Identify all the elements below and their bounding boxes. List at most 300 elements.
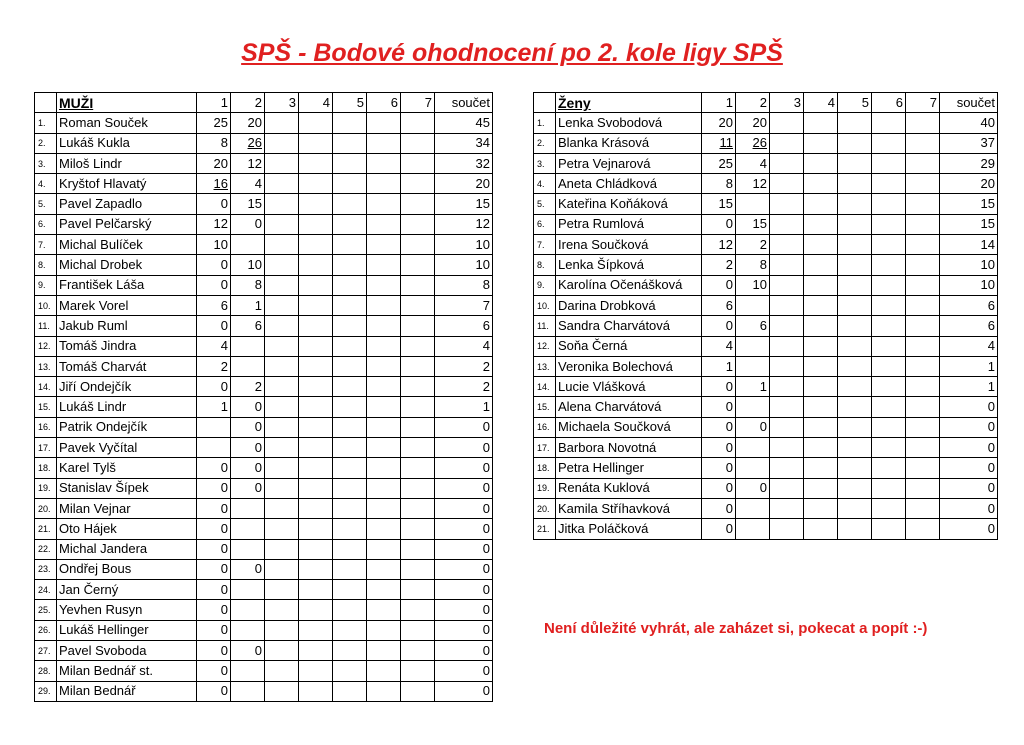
round-2-score (231, 620, 265, 640)
round-7-score (401, 580, 435, 600)
table-row (534, 438, 998, 458)
round-7-score (906, 153, 940, 173)
table-row (35, 559, 493, 579)
round-1-score: 0 (197, 681, 231, 701)
rank-cell: 19. (534, 478, 556, 498)
round-4-score (804, 113, 838, 133)
round-4-score (299, 113, 333, 133)
player-name: Milan Vejnar (57, 498, 197, 518)
round-3-score (265, 559, 299, 579)
round-6-score (367, 498, 401, 518)
round-1-score: 0 (702, 397, 736, 417)
round-6-score (367, 661, 401, 681)
player-name: Jakub Ruml (57, 316, 197, 336)
total-score: 0 (435, 539, 493, 559)
player-name: Ondřej Bous (57, 559, 197, 579)
total-score: 0 (435, 498, 493, 518)
round-7-score (906, 214, 940, 234)
player-name: Kryštof Hlavatý (57, 174, 197, 194)
rank-cell: 2. (534, 133, 556, 153)
round-4-score (804, 316, 838, 336)
total-score: 15 (940, 194, 998, 214)
round-5-score (838, 153, 872, 173)
round-2-score: 0 (231, 641, 265, 661)
round-5-score (838, 194, 872, 214)
player-name: Renáta Kuklová (556, 478, 702, 498)
round-6-score (872, 214, 906, 234)
round-4-score (299, 255, 333, 275)
round-6-score (367, 458, 401, 478)
round-1-score (197, 438, 231, 458)
table-row (534, 255, 998, 275)
total-score: 0 (940, 417, 998, 437)
player-name: Michal Bulíček (57, 235, 197, 255)
round-1-score: 20 (702, 113, 736, 133)
round-header-2: 2 (231, 93, 265, 113)
round-2-score: 1 (231, 295, 265, 315)
round-2-score: 26 (736, 133, 770, 153)
round-1-score: 0 (197, 559, 231, 579)
round-2-score (736, 397, 770, 417)
total-score: 32 (435, 153, 493, 173)
player-name: Miloš Lindr (57, 153, 197, 173)
rank-cell: 24. (35, 580, 57, 600)
round-7-score (906, 174, 940, 194)
round-1-score: 16 (197, 174, 231, 194)
round-7-score (401, 214, 435, 234)
round-1-score: 0 (197, 600, 231, 620)
round-4-score (299, 600, 333, 620)
round-6-score (367, 641, 401, 661)
round-4-score (804, 336, 838, 356)
round-5-score (838, 417, 872, 437)
round-6-score (367, 275, 401, 295)
total-score: 10 (435, 255, 493, 275)
total-score: 0 (435, 478, 493, 498)
round-2-score: 0 (231, 458, 265, 478)
round-3-score (265, 316, 299, 336)
total-score: 4 (435, 336, 493, 356)
round-3-score (770, 356, 804, 376)
round-5-score (838, 255, 872, 275)
round-3-score (265, 519, 299, 539)
player-name: Jan Černý (57, 580, 197, 600)
round-4-score (804, 478, 838, 498)
round-5-score (333, 316, 367, 336)
round-6-score (367, 397, 401, 417)
round-2-score: 0 (231, 214, 265, 234)
rank-cell: 22. (35, 539, 57, 559)
table-row (35, 356, 493, 376)
round-4-score (804, 153, 838, 173)
total-score: 0 (435, 681, 493, 701)
round-5-score (838, 336, 872, 356)
round-4-score (299, 417, 333, 437)
round-6-score (872, 397, 906, 417)
round-2-score: 4 (231, 174, 265, 194)
table-row (534, 356, 998, 376)
round-6-score (872, 194, 906, 214)
round-2-score: 0 (736, 417, 770, 437)
round-7-score (906, 438, 940, 458)
total-score: 0 (435, 458, 493, 478)
table-row (534, 377, 998, 397)
rank-cell: 8. (534, 255, 556, 275)
round-5-score (838, 478, 872, 498)
player-name: Marek Vorel (57, 295, 197, 315)
round-3-score (265, 498, 299, 518)
round-3-score (265, 478, 299, 498)
player-name: Lukáš Kukla (57, 133, 197, 153)
table-row (35, 336, 493, 356)
round-2-score: 8 (736, 255, 770, 275)
round-1-score: 0 (197, 478, 231, 498)
round-2-score (736, 356, 770, 376)
round-4-score (299, 681, 333, 701)
round-1-score: 11 (702, 133, 736, 153)
total-score: 0 (940, 498, 998, 518)
rank-cell: 7. (534, 235, 556, 255)
round-4-score (299, 498, 333, 518)
round-header-4: 4 (299, 93, 333, 113)
header-blank-cell (35, 93, 57, 113)
round-5-score (838, 214, 872, 234)
player-name: Pavel Zapadlo (57, 194, 197, 214)
round-1-score: 1 (197, 397, 231, 417)
round-5-score (333, 661, 367, 681)
round-3-score (770, 133, 804, 153)
round-4-score (299, 519, 333, 539)
rank-cell: 9. (35, 275, 57, 295)
total-score: 40 (940, 113, 998, 133)
round-6-score (872, 356, 906, 376)
round-1-score: 0 (702, 519, 736, 539)
total-score: 2 (435, 356, 493, 376)
player-name: Veronika Bolechová (556, 356, 702, 376)
round-7-score (401, 641, 435, 661)
round-3-score (770, 295, 804, 315)
player-name: Lenka Svobodová (556, 113, 702, 133)
round-3-score (770, 235, 804, 255)
round-5-score (333, 559, 367, 579)
rank-cell: 25. (35, 600, 57, 620)
player-name: Jiří Ondejčík (57, 377, 197, 397)
table-row (35, 681, 493, 701)
round-5-score (838, 113, 872, 133)
round-4-score (299, 397, 333, 417)
table-row (35, 153, 493, 173)
round-4-score (299, 235, 333, 255)
round-1-score: 20 (197, 153, 231, 173)
total-score: 0 (435, 519, 493, 539)
men-header-row (35, 93, 493, 113)
rank-cell: 2. (35, 133, 57, 153)
round-7-score (401, 316, 435, 336)
round-header-3: 3 (770, 93, 804, 113)
player-name: Soňa Černá (556, 336, 702, 356)
round-7-score (401, 458, 435, 478)
round-7-score (401, 661, 435, 681)
women-header-row (534, 93, 998, 113)
player-name: Darina Drobková (556, 295, 702, 315)
round-4-score (804, 417, 838, 437)
round-1-score: 0 (702, 458, 736, 478)
round-2-score: 8 (231, 275, 265, 295)
round-2-score: 20 (736, 113, 770, 133)
rank-cell: 11. (534, 316, 556, 336)
round-3-score (265, 235, 299, 255)
round-7-score (906, 336, 940, 356)
round-1-score: 25 (702, 153, 736, 173)
round-6-score (367, 539, 401, 559)
round-4-score (299, 356, 333, 376)
round-3-score (265, 539, 299, 559)
player-name: Tomáš Charvát (57, 356, 197, 376)
round-1-score: 15 (702, 194, 736, 214)
round-2-score (231, 356, 265, 376)
total-score: 1 (940, 377, 998, 397)
rank-cell: 18. (534, 458, 556, 478)
round-5-score (333, 153, 367, 173)
round-6-score (872, 519, 906, 539)
round-5-score (333, 641, 367, 661)
table-row (534, 498, 998, 518)
round-6-score (367, 255, 401, 275)
round-4-score (299, 133, 333, 153)
total-score: 0 (940, 458, 998, 478)
rank-cell: 4. (35, 174, 57, 194)
round-2-score (231, 336, 265, 356)
rank-cell: 12. (534, 336, 556, 356)
round-3-score (265, 174, 299, 194)
round-4-score (299, 641, 333, 661)
total-score: 4 (940, 336, 998, 356)
round-7-score (401, 681, 435, 701)
round-7-score (906, 498, 940, 518)
player-name: Karolína Očenášková (556, 275, 702, 295)
player-name: Lukáš Lindr (57, 397, 197, 417)
round-1-score: 0 (197, 458, 231, 478)
round-6-score (367, 681, 401, 701)
round-3-score (265, 194, 299, 214)
player-name: Oto Hájek (57, 519, 197, 539)
round-4-score (299, 336, 333, 356)
total-score: 7 (435, 295, 493, 315)
round-7-score (401, 356, 435, 376)
round-2-score: 0 (736, 478, 770, 498)
total-score: 0 (940, 438, 998, 458)
round-3-score (265, 356, 299, 376)
round-6-score (367, 316, 401, 336)
round-6-score (872, 275, 906, 295)
round-3-score (265, 580, 299, 600)
round-1-score: 2 (702, 255, 736, 275)
total-score: 0 (435, 600, 493, 620)
player-name: Aneta Chládková (556, 174, 702, 194)
player-name: Jitka Poláčková (556, 519, 702, 539)
round-5-score (333, 356, 367, 376)
round-1-score: 6 (197, 295, 231, 315)
round-6-score (872, 255, 906, 275)
round-4-score (299, 620, 333, 640)
round-5-score (333, 620, 367, 640)
round-5-score (333, 174, 367, 194)
rank-cell: 21. (534, 519, 556, 539)
round-3-score (265, 295, 299, 315)
player-name: Michal Jandera (57, 539, 197, 559)
round-7-score (906, 295, 940, 315)
round-6-score (367, 174, 401, 194)
table-row (35, 519, 493, 539)
round-2-score: 0 (231, 559, 265, 579)
round-5-score (333, 417, 367, 437)
round-4-score (299, 661, 333, 681)
player-name: Lenka Šípková (556, 255, 702, 275)
round-1-score: 0 (197, 275, 231, 295)
round-6-score (872, 174, 906, 194)
total-score: 34 (435, 133, 493, 153)
rank-cell: 28. (35, 661, 57, 681)
round-2-score (231, 235, 265, 255)
round-3-score (770, 336, 804, 356)
round-6-score (367, 295, 401, 315)
round-7-score (906, 417, 940, 437)
table-row (534, 397, 998, 417)
table-row (35, 458, 493, 478)
round-7-score (401, 438, 435, 458)
table-row (35, 620, 493, 640)
round-4-score (299, 539, 333, 559)
table-row (35, 295, 493, 315)
round-5-score (333, 681, 367, 701)
player-name: Petra Hellinger (556, 458, 702, 478)
total-score: 29 (940, 153, 998, 173)
player-name: Kamila Stříhavková (556, 498, 702, 518)
round-4-score (299, 194, 333, 214)
round-3-score (265, 661, 299, 681)
round-7-score (906, 235, 940, 255)
round-7-score (401, 336, 435, 356)
table-row (534, 336, 998, 356)
round-1-score: 0 (197, 498, 231, 518)
round-4-score (804, 133, 838, 153)
round-header-6: 6 (872, 93, 906, 113)
rank-cell: 3. (35, 153, 57, 173)
round-1-score: 0 (197, 377, 231, 397)
round-1-score: 8 (197, 133, 231, 153)
player-name: Tomáš Jindra (57, 336, 197, 356)
round-4-score (299, 580, 333, 600)
rank-cell: 6. (534, 214, 556, 234)
round-3-score (265, 600, 299, 620)
round-5-score (333, 458, 367, 478)
table-row (534, 214, 998, 234)
player-name: Roman Souček (57, 113, 197, 133)
round-6-score (872, 478, 906, 498)
round-3-score (265, 417, 299, 437)
round-3-score (770, 214, 804, 234)
total-score: 45 (435, 113, 493, 133)
total-score: 0 (435, 580, 493, 600)
total-score: 6 (940, 295, 998, 315)
round-5-score (333, 255, 367, 275)
rank-cell: 14. (35, 377, 57, 397)
table-row (534, 478, 998, 498)
rank-cell: 20. (534, 498, 556, 518)
round-2-score (736, 336, 770, 356)
round-3-score (265, 133, 299, 153)
round-3-score (770, 174, 804, 194)
player-name: Patrik Ondejčík (57, 417, 197, 437)
rank-cell: 26. (35, 620, 57, 640)
round-3-score (770, 438, 804, 458)
round-header-1: 1 (702, 93, 736, 113)
round-7-score (906, 133, 940, 153)
motto-text: Není důležité vyhrát, ale zaházet si, pokecat a popít :-) (544, 620, 928, 637)
round-5-score (333, 194, 367, 214)
round-4-score (299, 377, 333, 397)
player-name: František Láša (57, 275, 197, 295)
round-7-score (401, 174, 435, 194)
table-row (534, 153, 998, 173)
rank-cell: 12. (35, 336, 57, 356)
round-2-score: 6 (231, 316, 265, 336)
round-6-score (872, 133, 906, 153)
total-score: 0 (435, 641, 493, 661)
round-7-score (401, 153, 435, 173)
round-2-score: 12 (736, 174, 770, 194)
round-3-score (265, 641, 299, 661)
table-row (534, 295, 998, 315)
table-row (35, 113, 493, 133)
round-6-score (367, 580, 401, 600)
table-row (534, 194, 998, 214)
round-4-score (299, 275, 333, 295)
round-1-score: 0 (197, 580, 231, 600)
round-5-score (333, 295, 367, 315)
men-table (34, 92, 493, 702)
round-5-score (333, 275, 367, 295)
round-5-score (838, 377, 872, 397)
total-score: 0 (435, 620, 493, 640)
round-3-score (770, 519, 804, 539)
round-7-score (906, 397, 940, 417)
round-2-score (736, 498, 770, 518)
round-6-score (872, 498, 906, 518)
round-5-score (333, 336, 367, 356)
round-3-score (265, 681, 299, 701)
round-7-score (401, 478, 435, 498)
table-row (534, 235, 998, 255)
round-4-score (299, 478, 333, 498)
table-row (35, 438, 493, 458)
total-score: 14 (940, 235, 998, 255)
round-7-score (401, 133, 435, 153)
round-3-score (265, 438, 299, 458)
round-6-score (367, 133, 401, 153)
round-3-score (770, 498, 804, 518)
rank-cell: 5. (35, 194, 57, 214)
player-name: Blanka Krásová (556, 133, 702, 153)
round-7-score (401, 295, 435, 315)
round-2-score: 2 (736, 235, 770, 255)
rank-cell: 16. (35, 417, 57, 437)
women-table (533, 92, 998, 540)
rank-cell: 14. (534, 377, 556, 397)
table-row (35, 661, 493, 681)
round-4-score (804, 397, 838, 417)
rank-cell: 6. (35, 214, 57, 234)
